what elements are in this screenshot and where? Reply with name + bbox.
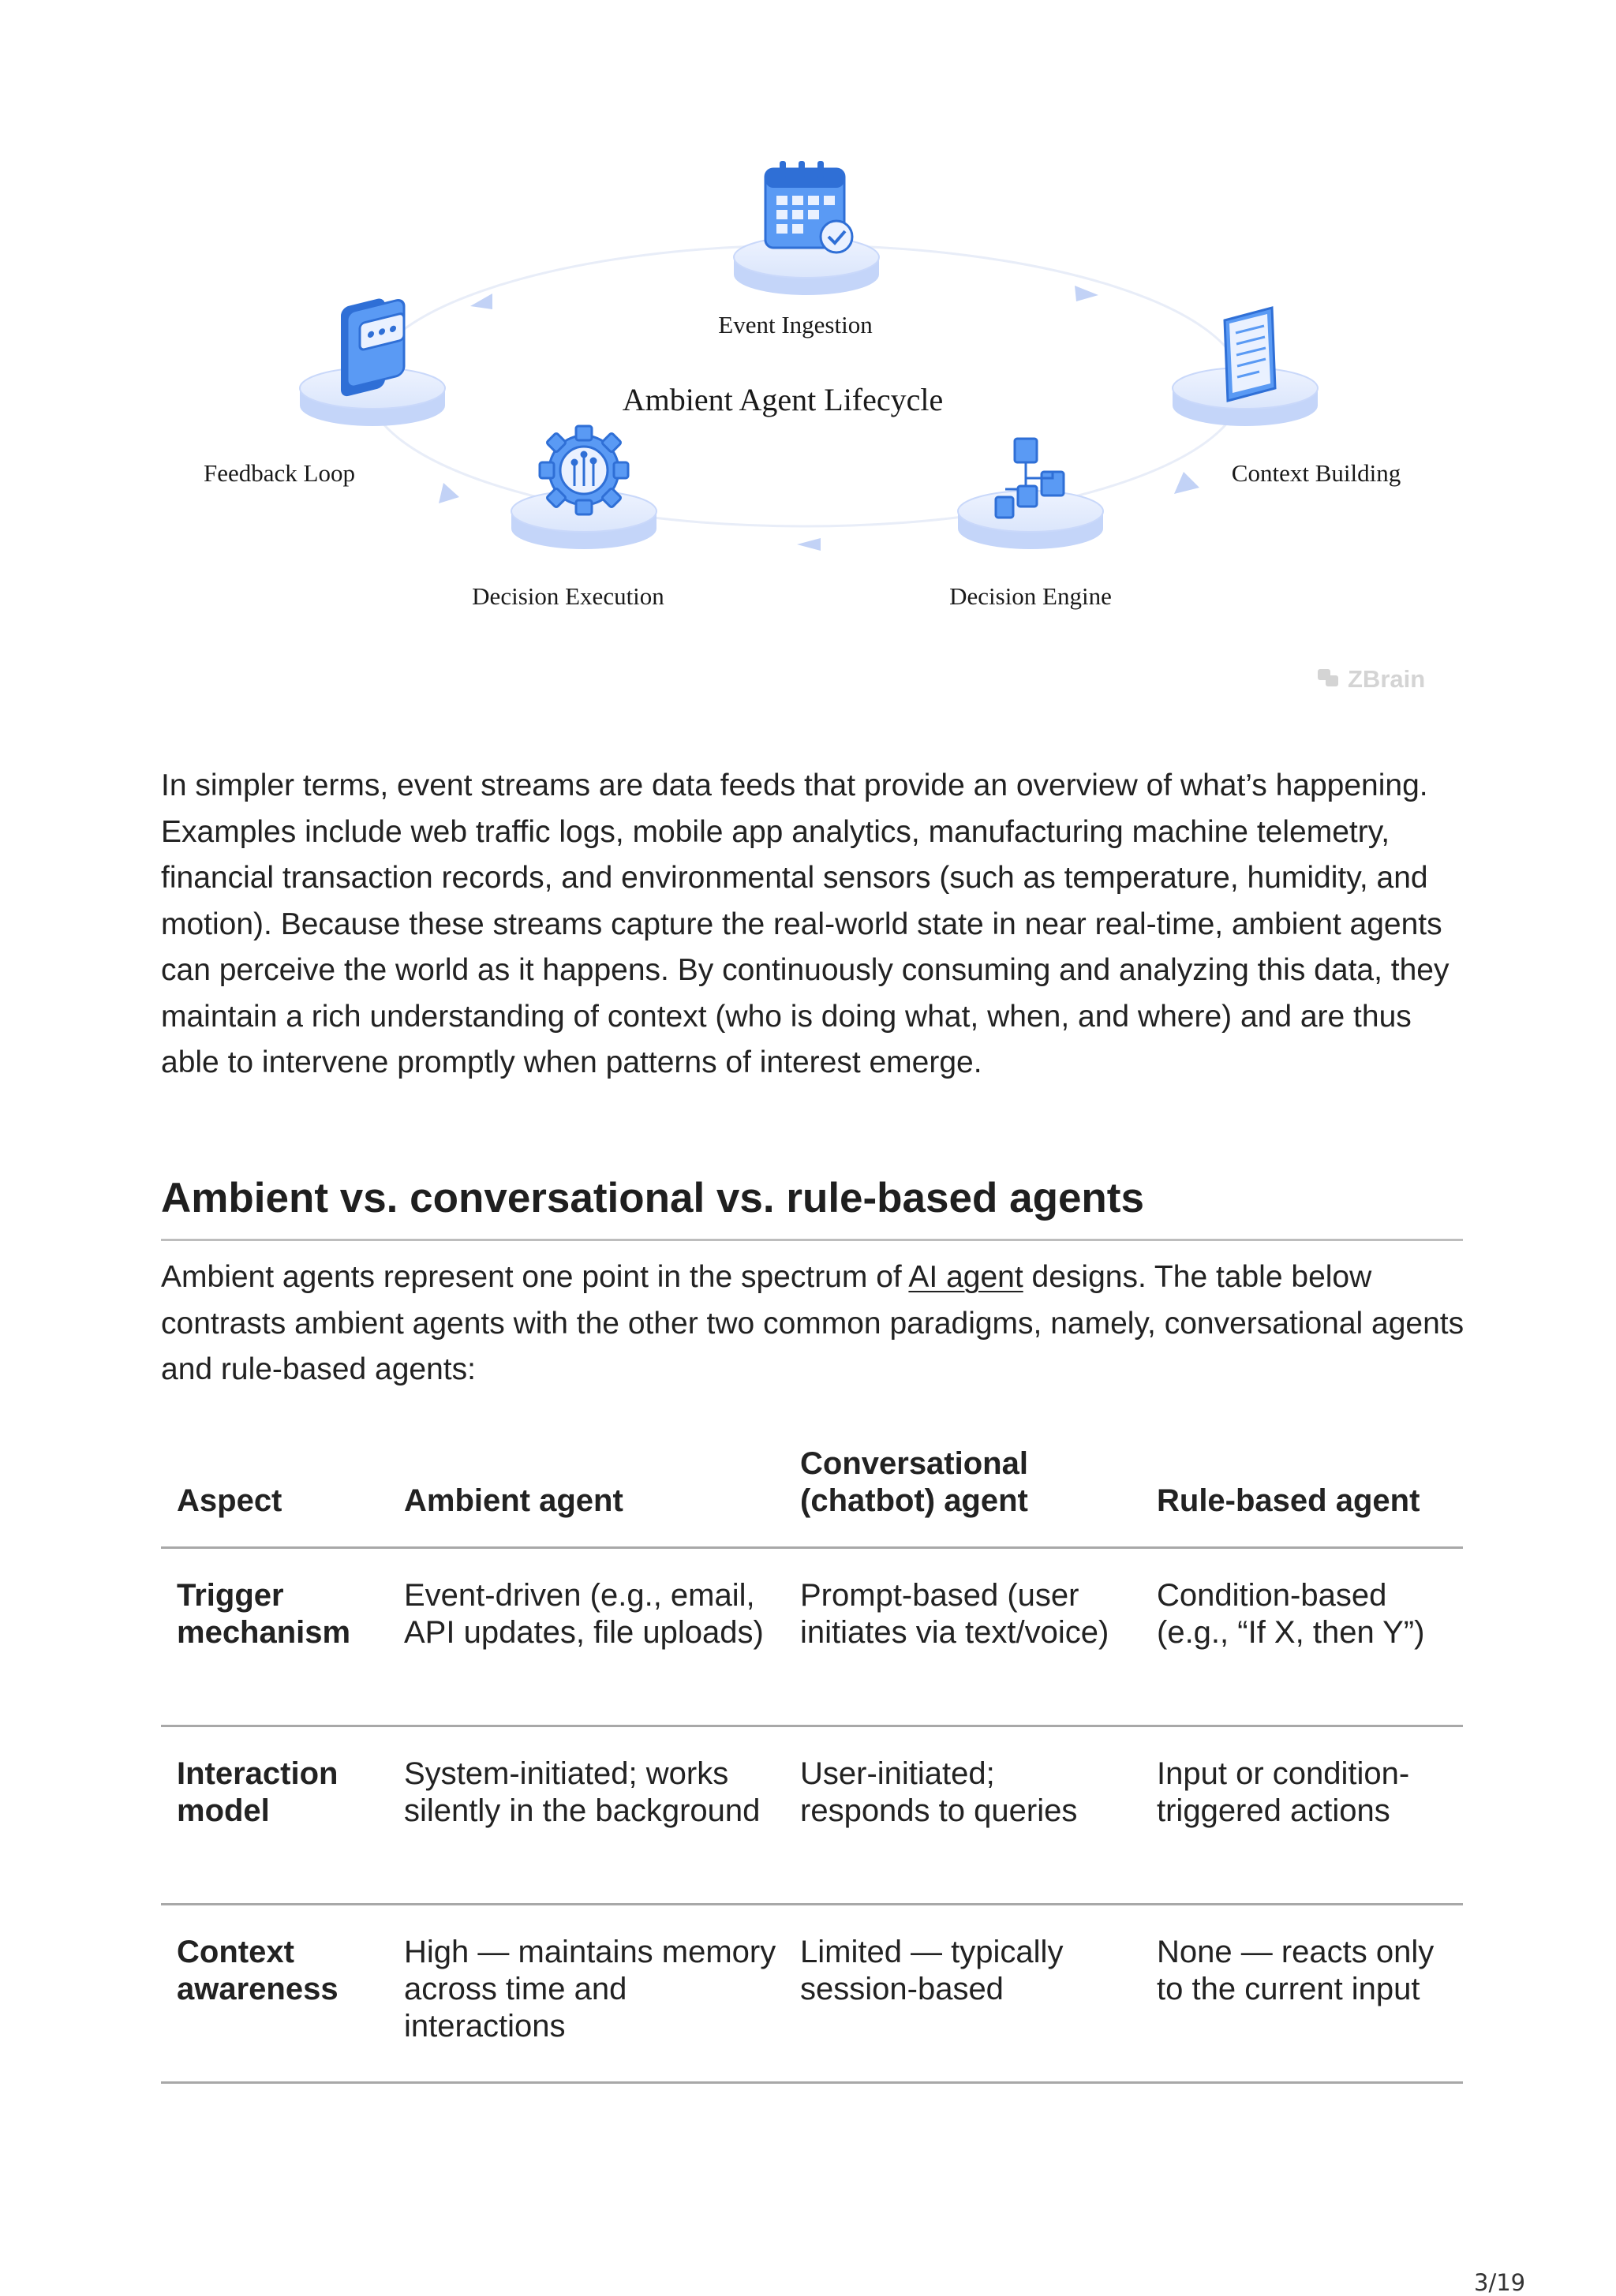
node-label-event-ingestion: Event Ingestion	[718, 311, 873, 338]
row-aspect: Trigger mechanism	[177, 1578, 351, 1650]
node-label-context-building: Context Building	[1231, 459, 1401, 487]
gear-icon	[540, 426, 628, 514]
heading-divider	[161, 1239, 1463, 1241]
section-intro-before: Ambient agents represent one point in the spectrum of	[161, 1260, 909, 1294]
header-rule-based-agent: Rule-based agent	[1157, 1483, 1420, 1518]
comparison-table	[161, 1427, 1463, 2084]
row-aspect: Context awareness	[177, 1935, 339, 2006]
node-label-feedback-loop: Feedback Loop	[204, 459, 355, 487]
cell-rule-based: Input or condition-triggered actions	[1157, 1756, 1410, 1828]
section-heading: Ambient vs. conversational vs. rule-based agents	[161, 1175, 1144, 1221]
cell-rule-based: None — reacts only to the current input	[1157, 1935, 1435, 2006]
table-row	[161, 1726, 1463, 1905]
cell-ambient: System-initiated; works silently in the background	[404, 1756, 761, 1828]
brand-watermark	[1318, 665, 1425, 693]
cell-conversational: Limited — typically session-based	[800, 1935, 1064, 2006]
ai-agent-link[interactable]: AI agent	[908, 1260, 1023, 1294]
section-intro-after: designs. The table below contrasts ambient agents with the other two common paradigms, namely, conversational agents and rule-based agents:	[161, 1260, 1464, 1386]
row-aspect: Interaction model	[177, 1756, 339, 1828]
node-label-decision-engine: Decision Engine	[949, 582, 1112, 610]
cell-ambient: Event-driven (e.g., email, API updates, file uploads)	[404, 1578, 764, 1650]
header-ambient-agent: Ambient agent	[404, 1483, 623, 1518]
node-context-building	[1173, 308, 1401, 487]
cell-rule-based: Condition-based (e.g., “If X, then Y”)	[1157, 1578, 1425, 1650]
brand-name: ZBrain	[1348, 665, 1426, 693]
table-header-row	[161, 1427, 1463, 1548]
calendar-icon	[765, 161, 852, 252]
intro-paragraph: In simpler terms, event streams are data feeds that provide an overview of what’s happening. Examples include web traffic logs, mobile app analytics, manufacturing machine telemetry, financial transaction records, and environmental sensors (such as temperature, humidity, and motion). Because these streams capture the real-world state in near real-time, ambient agents can perceive the world as it happens. By continuously consuming and analyzing this data, they maintain a rich understanding of context (who is doing what, when, and where) and are thus able to intervene promptly when patterns of interest emerge.	[161, 768, 1450, 1079]
cell-ambient: High — maintains memory across time and interactions	[404, 1935, 776, 2044]
header-conversational-agent: Conversational (chatbot) agent	[800, 1446, 1028, 1518]
node-decision-execution	[472, 426, 664, 610]
diagram-title: Ambient Agent Lifecycle	[622, 382, 944, 417]
page-number: 3/19	[1474, 2269, 1526, 2296]
cell-conversational: Prompt-based (user initiates via text/voice)	[800, 1578, 1109, 1650]
document-icon	[1225, 308, 1275, 401]
section-intro-paragraph	[161, 1255, 1471, 1393]
header-aspect: Aspect	[177, 1483, 282, 1518]
brand-logo-icon	[1318, 669, 1338, 686]
node-decision-engine	[949, 439, 1112, 610]
lifecycle-diagram	[0, 118, 1616, 718]
node-event-ingestion	[718, 161, 879, 338]
table-row	[161, 1548, 1463, 1726]
cell-conversational: User-initiated; responds to queries	[800, 1756, 1078, 1828]
table-row	[161, 1905, 1463, 2083]
node-label-decision-execution: Decision Execution	[472, 582, 664, 610]
